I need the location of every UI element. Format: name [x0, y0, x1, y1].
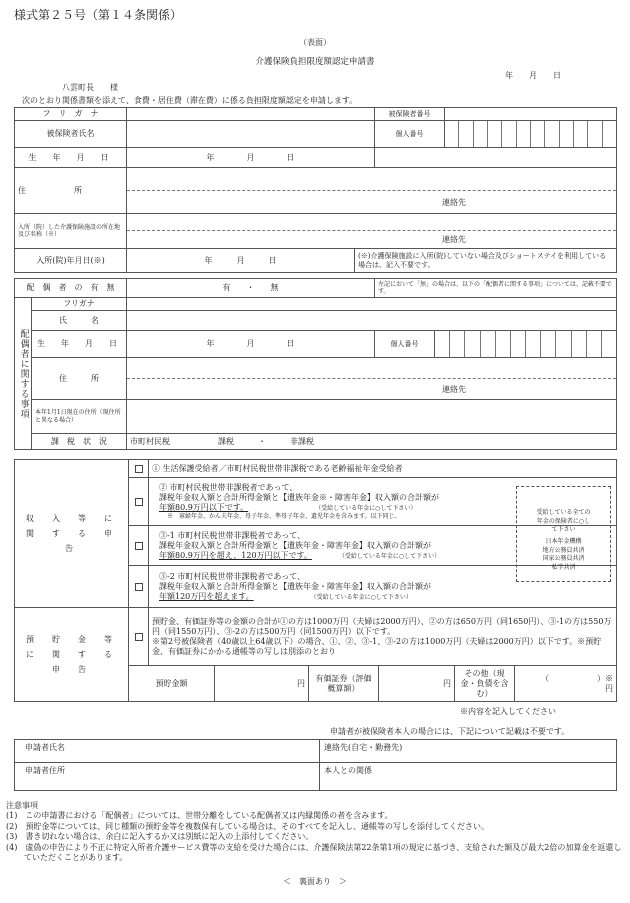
savings-checkbox[interactable]	[135, 633, 143, 641]
admission-label: 入所(院)年月日(※)	[15, 249, 127, 273]
spouse-furigana-field[interactable]	[127, 298, 617, 311]
opt2-cell: ② 市町村民税世帯非課税者であって、 課税年金収入額と合計所得金額と【遺族年金※・障害年金】収入額の合計額が 年額80.9万円以下です。 （受給している年金に○して下さい） ※ 寡婦年金、かん夫年金、母子年金、準母子年金、遺児年金を含みます。以下同じ。	[149, 478, 617, 526]
applicant-table	[14, 739, 617, 791]
notes-section	[6, 801, 624, 863]
side-label: （表面）	[299, 38, 331, 47]
birth-label: 生 年 月 日	[15, 148, 127, 168]
intro-text: 次のとおり関係書類を添えて、食費・居住費（滞在費）に係る負担限度額認定を申請します。	[22, 96, 358, 105]
opt3-checkbox[interactable]	[135, 542, 143, 550]
opt1-text: ① 生活保護受給者／市町村民税世帯非課税である老齢福祉年金受給者	[149, 460, 617, 478]
spouse-name-field[interactable]	[127, 311, 617, 331]
applicant-name-field[interactable]: 申請者氏名	[15, 740, 320, 763]
savings-text: 預貯金、有価証券等の金額の合計が①の方は1000万円（夫婦は2000万円）、②の方は650万円（同1650円）、③-1の方は550万円（同1550万円）、③-2の方は500万円（同1500万円）以下です。 ※第2号被保険者（40歳以上64歳以下）の場合、①、②、③-1、③-2の方は1000万円（夫婦は2000万円）以下です。※預貯金、有価証券にかかる通帳等の写しは別添のとおり	[149, 608, 617, 666]
furigana-label: フ リ ガ ナ	[15, 108, 127, 121]
opt4-checkbox[interactable]	[135, 583, 143, 591]
opt3-cell: ③-1 市町村民税世帯非課税者であって、 課税年金収入額と合計所得金額と【遺族年金・障害年金】収入額の合計額が 年額80.9万円を超え、120万円以下です。 （受給している年金に○して下さい）	[149, 526, 617, 566]
applicant-note: 申請者が被保険者本人の場合には、下記について記載は不要です。	[330, 727, 570, 736]
admission-field[interactable]: 年 月 日	[127, 249, 355, 273]
spouse-address-field[interactable]: 連絡先	[127, 358, 617, 400]
other-label: その他（現金・負債を含む）	[455, 666, 515, 702]
spouse-kojin-no-label: 個人番号	[375, 331, 435, 358]
savings-note: ※内容を記入してください	[460, 707, 556, 716]
applicant-address-field[interactable]: 申請者住所	[15, 763, 320, 791]
furigana-field[interactable]	[127, 108, 375, 121]
addressee: 八雲町長 様	[62, 83, 118, 92]
spouse-furigana-label: フリガナ	[32, 298, 127, 311]
securities-label: 有価証券（評価概算額）	[309, 666, 379, 702]
spouse-tax-label: 課 税 状 況	[32, 434, 127, 450]
note-item: (1) この申請書における「配偶者」については、世帯分離をしている配偶者又は内縁関係の者を含みます。	[6, 811, 393, 821]
note-item: (2) 預貯金等については、同じ種類の預貯金等を複数保有している場合は、そのすべてを記入し、通帳等の写しを添付してください。	[6, 821, 490, 831]
spouse-birth-label: 生 年 月 日	[32, 331, 127, 358]
deposit-label: 預貯金額	[129, 666, 215, 702]
deposit-field[interactable]: 円	[215, 666, 309, 702]
spouse-birth-field[interactable]: 年 月 日	[127, 331, 375, 358]
admission-note: (※)介護保険施設に入所(院)していない場合及びショートステイを利用している場合は、記入不要です。	[355, 249, 617, 273]
insured-no-field[interactable]	[445, 108, 617, 121]
spouse-jan1-label: 本年1月1日現在の住所（現住所と異なる場合）	[32, 400, 127, 434]
opt4-cell: ③-2 市町村民税世帯非課税者であって、 課税年金収入額と合計所得金額と【遺族年金・障害年金】収入額の合計額が 年額120万円を超えます。 （受給している年金に○して下さい）	[149, 566, 617, 608]
spouse-has-note: 左記において「無」の場合は、以下の「配偶者に関する事項」については、記載不要です。	[375, 279, 617, 298]
opt1-checkbox[interactable]	[135, 465, 143, 473]
applicant-relation-field[interactable]: 本人との関係	[320, 763, 617, 791]
kojin-no-label: 個人番号	[375, 121, 445, 148]
back-side-note: ＜ 裏面あり ＞	[283, 877, 347, 886]
note-item: (3) 書き切れない場合は、余白に記入するか又は別紙に記入の上添付してください。	[6, 832, 314, 842]
other-field[interactable]: （ ）※ 円	[515, 666, 617, 702]
pension-insurer-box: 受給している全ての 年金の保険者に○し て下さい 日本年金機構 地方公務員共済 国家公務員共済 私学共済	[516, 486, 611, 582]
insured-table	[14, 107, 617, 273]
note-item: (4) 虚偽の申告により不正に特定入所者介護サービス費等の支給を受けた場合には、介護保険法第22条第1項の規定に基づき、支給された額及び最大2倍の加算金を返還していただくことがあります。	[6, 842, 622, 862]
spouse-tax-field[interactable]: 市町村民税 課税 ・ 非課税	[127, 434, 617, 450]
spouse-section-label: 配偶者に関する事項	[15, 298, 32, 450]
page-title: 介護保険負担限度額認定申請書	[255, 57, 375, 67]
address-field[interactable]: 連絡先	[127, 168, 617, 214]
kojin-no-boxes[interactable]	[445, 121, 616, 147]
address-label: 住 所	[15, 168, 127, 214]
securities-field[interactable]: 円	[379, 666, 455, 702]
birth-field[interactable]: 年 月 日	[127, 148, 375, 168]
income-label: 収 入 等 に 関 す る 申 告	[15, 460, 129, 608]
spouse-kojin-no-boxes[interactable]	[435, 331, 616, 357]
spouse-address-label: 住 所	[32, 358, 127, 400]
notes-heading: 注意事項	[6, 801, 38, 810]
spouse-has-label: 配 偶 者 の 有 無	[15, 279, 127, 298]
facility-label: 入所（院）した介護保険施設の所在地及び名称（※）	[15, 214, 127, 249]
form-number: 様式第２５号（第１４条関係）	[14, 8, 183, 22]
insured-name-field[interactable]	[127, 121, 375, 148]
facility-field[interactable]: 連絡先	[127, 214, 617, 249]
opt2-checkbox[interactable]	[135, 498, 143, 506]
spouse-jan1-field[interactable]	[127, 400, 617, 434]
applicant-contact-field[interactable]: 連絡先(自宅・勤務先)	[320, 740, 617, 763]
spouse-table	[14, 278, 617, 450]
application-date: 年 月 日	[505, 71, 561, 80]
spouse-name-label: 氏 名	[32, 311, 127, 331]
insured-name-label: 被保険者氏名	[15, 121, 127, 148]
insured-no-label: 被保険者番号	[375, 108, 445, 121]
spouse-has-field[interactable]: 有 ・ 無	[127, 279, 375, 298]
savings-table	[14, 607, 617, 702]
savings-label: 預 貯 金 等 に 関 す る 申 告	[15, 608, 129, 702]
